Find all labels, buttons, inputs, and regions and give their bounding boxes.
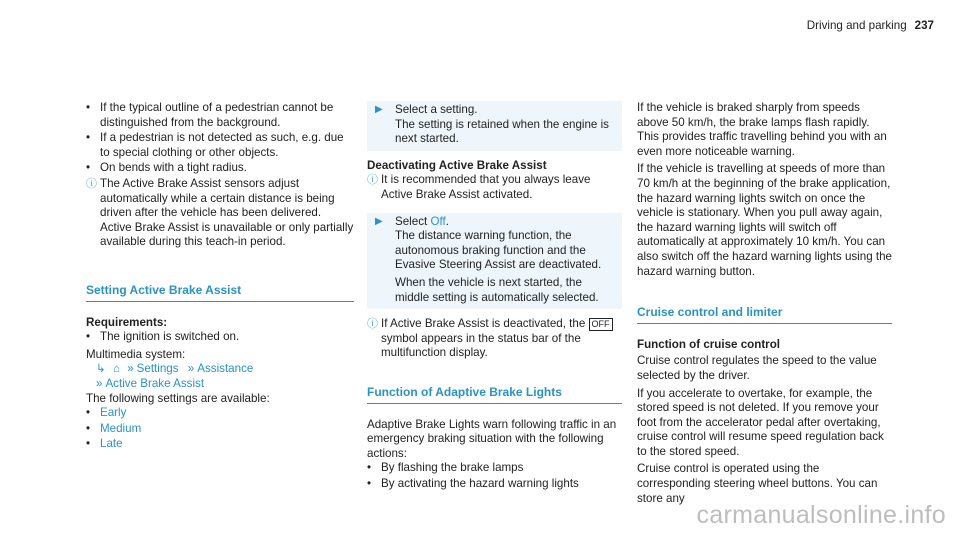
path-active-brake-assist[interactable]: Active Brake Assist — [105, 376, 205, 390]
option-early[interactable]: • Early — [86, 406, 354, 421]
note-text: It is recommended that you always leave Active Brake Assist activated. — [381, 173, 591, 201]
chevron-icon: » — [187, 362, 195, 376]
page-number: 237 — [914, 19, 934, 32]
info-icon: ⓘ — [367, 318, 378, 331]
chevron-icon: » — [127, 362, 134, 376]
info-note — [367, 317, 622, 361]
step-text: Select — [395, 214, 431, 228]
step-text — [395, 215, 616, 230]
option-off[interactable]: Off — [430, 214, 446, 228]
paragraph: Cruise control is operated using the corresponding steering wheel buttons. You can store any — [637, 462, 878, 505]
step-text: When the vehicle is next started, the middle setting is automatically selected. — [395, 275, 599, 304]
path-settings[interactable]: Settings — [136, 362, 179, 376]
info-note — [86, 177, 354, 250]
section-heading: Setting Active Brake Assist — [86, 283, 354, 302]
step-text: . — [445, 214, 449, 228]
list-item: • If the typical outline of a pedestrian cannot be distinguished from the background. — [86, 101, 354, 130]
step-select-setting — [367, 101, 622, 151]
path-assistance[interactable]: Assistance — [197, 362, 254, 376]
abs-off-symbol-icon: OFF — [589, 318, 613, 331]
info-note — [367, 173, 622, 202]
section-heading: Function of Adaptive Brake Lights — [367, 385, 622, 404]
subheading: Function of cruise control — [637, 337, 780, 351]
info-icon: ⓘ — [367, 174, 378, 187]
list-item: • If a pedestrian is not detected as such, e.g. due to special clothing or other objects. — [86, 131, 354, 160]
column-1 — [86, 101, 354, 453]
step-text: The setting is retained when the engine is next started. — [395, 117, 609, 146]
chevron-icon: » — [96, 376, 103, 390]
option-late[interactable]: • Late — [86, 437, 354, 452]
requirements-label: Requirements: — [86, 315, 168, 329]
paragraph: If the vehicle is braked sharply from speeds above 50 km/h, the brake lamps flash rapidly. This provides traffic travelling behind you with an even more noticeable warning. — [637, 101, 887, 158]
list-item: • By activating the hazard warning lights — [367, 477, 622, 492]
multimedia-label: Multimedia system: — [86, 347, 186, 361]
settings-available: The following settings are available: — [86, 391, 270, 405]
watermark: carmanualsonline.info — [696, 501, 946, 530]
return-arrow-icon: ↳ — [96, 362, 106, 376]
info-icon: ⓘ — [86, 177, 97, 190]
section-title: Driving and parking — [806, 19, 907, 32]
home-icon: ⌂ — [112, 362, 120, 376]
subheading: Deactivating Active Brake Assist — [367, 158, 547, 172]
note-text: The Active Brake Assist sensors adjust automatically while a certain distance is being driven after the vehicle has been delivered. Active Brake Assist is unavailable or only partially available during this teach-in period. — [100, 176, 354, 249]
menu-path — [86, 362, 354, 377]
paragraph: Adaptive Brake Lights warn following traffic in an emergency braking situation with the following actions: — [367, 417, 617, 460]
step-text: The distance warning function, the autonomous braking function and the Evasive Steering Assist are deactivated. — [395, 229, 602, 272]
paragraph: Cruise control regulates the speed to the value selected by the driver. — [637, 354, 877, 382]
step-text: Select a setting. — [395, 103, 478, 116]
section-heading: Cruise control and limiter — [637, 305, 892, 324]
step-arrow-icon: ▶ — [375, 104, 383, 115]
note-text: If Active Brake Assist is deactivated, the — [381, 317, 586, 331]
column-3 — [637, 101, 892, 506]
page-header — [807, 19, 934, 34]
paragraph: If the vehicle is travelling at speeds of more than 70 km/h at the beginning of the brake application, the hazard warning lights switch on once the vehicle is stationary. When you pull away again, the hazard warning lights will switch off automatically at approximately 10 km/h. You can also switch off the hazard warning lights using the hazard warning button. — [637, 162, 892, 278]
menu-path-cont — [86, 377, 354, 392]
step-arrow-icon: ▶ — [375, 215, 383, 227]
list-item: • On bends with a tight radius. — [86, 161, 354, 176]
list-item: • By flashing the brake lamps — [367, 461, 622, 476]
step-select-off — [367, 213, 622, 310]
column-2 — [367, 101, 622, 492]
option-medium[interactable]: • Medium — [86, 422, 354, 437]
note-text: symbol appears in the status bar of the multifunction display. — [381, 331, 581, 360]
paragraph: If you accelerate to overtake, for example, the stored speed is not deleted. If you remove your foot from the accelerator pedal after overtaking, cruise control will resume speed regulation back to the stored speed. — [637, 386, 884, 458]
list-item: • The ignition is switched on. — [86, 330, 354, 345]
